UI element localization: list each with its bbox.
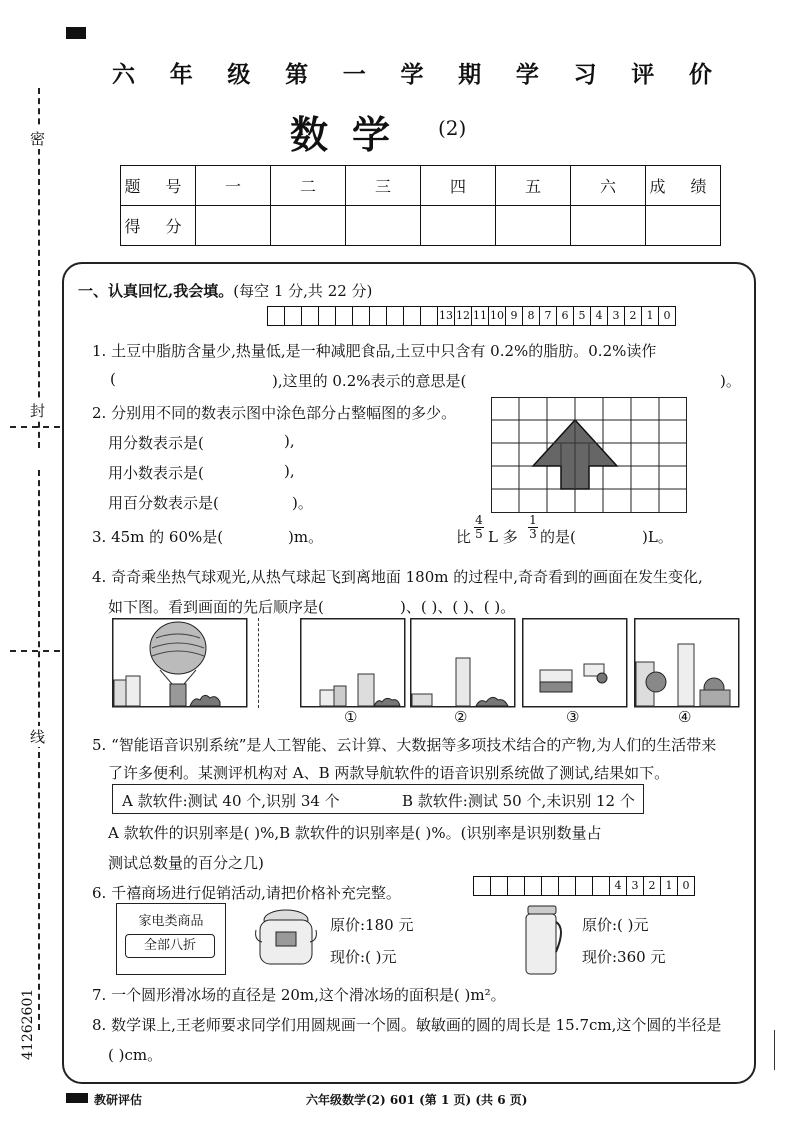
counter-cell [352,306,370,326]
q3b-fraction-1 [474,514,484,541]
view-picture-1 [300,618,406,708]
q4-line2: 如下图。看到画面的先后顺序是( [108,598,324,616]
q2-percent: 用百分数表示是( [108,494,219,512]
score-table [120,165,721,246]
picture-label-3: ③ [566,708,580,726]
q4-line2-rest: )、( )、( )、( )。 [400,598,516,616]
edge-line [774,1030,775,1070]
pressure-cooker-image [254,902,318,974]
q1-line1: 1. 土豆中脂肪含量少,热量低,是一种减肥食品,土豆中只含有 0.2%的脂肪。0.2%读作 [92,342,657,360]
soymilk-maker-image [518,902,566,978]
q4-line1: 4. 奇奇乘坐热气球观光,从热气球起飞到离地面 180m 的过程中,奇奇看到的画面在发生变化, [92,568,703,586]
binding-char-mi: 密 [30,130,46,148]
fraction-denominator: 3 [529,527,537,541]
q5-line2: 了许多便利。某测评机构对 A、B 两款导航软件的语音识别系统做了测试,结果如下。 [108,764,670,782]
counter-cell [490,876,508,896]
title-char: 年 [169,62,193,88]
counter-cell [369,306,387,326]
counter-cell: 6 [556,306,574,326]
q2-percent-end: )。 [292,494,313,512]
q3a: 3. 45m 的 60%是( [92,528,224,546]
counter-cell: 8 [522,306,540,326]
counter-cell: 0 [677,876,695,896]
counter-cell [267,306,285,326]
counter-cell [420,306,438,326]
title-char: 一 [342,62,366,88]
picture-label-1: ① [344,708,358,726]
score-cell: 得 分 [121,206,196,246]
counter-cell: 3 [626,876,644,896]
volume-label: (2) [438,116,467,140]
section-note: (每空 1 分,共 22 分) [233,282,373,300]
sale-subtitle: 全部八折 [125,934,215,958]
binding-dashed-line [38,470,40,1030]
picture-label-2: ② [454,708,468,726]
q1-line2-end: )。 [720,372,741,390]
fraction-denominator: 5 [475,527,483,541]
section-heading-text: 一、认真回忆,我会填。 [78,282,234,300]
score-cell: 六 [571,166,646,206]
progress-counter [474,876,695,896]
counter-cell [403,306,421,326]
score-input-cell[interactable] [571,206,646,246]
q1-blank-open: ( [110,370,116,388]
counter-cell: 2 [643,876,661,896]
title-char: 学 [400,62,424,88]
progress-counter [268,306,676,326]
counter-cell: 13 [437,306,455,326]
counter-cell [507,876,525,896]
title-char: 价 [688,62,712,88]
counter-cell: 5 [573,306,591,326]
score-cell: 二 [271,166,346,206]
q6-item1-original: 原价:180 元 [330,916,414,934]
title-char: 评 [631,62,655,88]
counter-cell: 4 [609,876,627,896]
title-char: 级 [227,62,251,88]
q6-item2-current: 现价:360 元 [582,948,666,966]
score-input-cell[interactable] [421,206,496,246]
fraction-numerator: 4 [475,513,483,527]
counter-cell [335,306,353,326]
view-picture-4 [634,618,740,708]
counter-cell [541,876,559,896]
sale-sign [116,903,226,975]
title-char: 六 [112,62,135,88]
counter-cell: 7 [539,306,557,326]
counter-cell [318,306,336,326]
score-input-cell[interactable] [646,206,721,246]
q8-line1: 8. 数学课上,王老师要求同学们用圆规画一个圆。敏敏画的圆的周长是 15.7cm,这个圆的半径是 [92,1016,722,1034]
title-char: 第 [285,62,309,88]
q5-box-a: A 款软件:测试 40 个,识别 34 个 [122,792,340,810]
title-char: 习 [573,62,597,88]
section-heading [78,280,372,301]
q2-decimal: 用小数表示是( [108,464,204,482]
counter-cell: 11 [471,306,489,326]
footer-left: 教研评估 [94,1093,143,1107]
score-table-score-row [121,206,721,246]
q5-line3: A 款软件的识别率是( )%,B 款软件的识别率是( )%。(识别率是识别数量占 [108,824,602,842]
q6-item1-current: 现价:( )元 [330,948,397,966]
exam-title [112,56,712,89]
q8-line2: ( )cm。 [108,1046,163,1064]
counter-cell: 3 [607,306,625,326]
title-char: 学 [515,62,539,88]
q3a-end: )m。 [288,528,324,546]
q1-line2: ),这里的 0.2%表示的意思是( [272,372,467,390]
score-cell: 成 绩 [646,166,721,206]
picture-divider [258,618,259,708]
binding-tick [10,650,60,652]
q5-box-b: B 款软件:测试 50 个,未识别 12 个 [402,792,635,810]
counter-cell: 9 [505,306,523,326]
binding-char-feng: 封 [30,402,46,420]
q3b-fraction-2 [528,514,538,541]
q6-item2-original: 原价:( )元 [582,916,649,934]
q5-line1: 5. “智能语音识别系统”是人工智能、云计算、大数据等多项技术结合的产物,为人们的生活带来 [92,736,717,754]
score-cell: 五 [496,166,571,206]
score-cell: 四 [421,166,496,206]
score-input-cell[interactable] [496,206,571,246]
counter-cell [524,876,542,896]
binding-tick [10,426,60,428]
q3b-mid: L 多 [488,528,518,546]
fraction-numerator: 1 [529,513,537,527]
title-char: 期 [458,62,482,88]
counter-cell: 2 [624,306,642,326]
view-picture-2 [410,618,516,708]
counter-cell: 4 [590,306,608,326]
picture-label-4: ④ [678,708,692,726]
serial-number: 41262601 [20,988,36,1060]
q2-fraction: 用分数表示是( [108,434,204,452]
q3b-end: )L。 [642,528,673,546]
footer-center: 六年级数学(2) 601 (第 1 页) (共 6 页) [306,1093,528,1107]
counter-cell [473,876,491,896]
counter-cell [575,876,593,896]
subject-title: 数学 [290,113,415,157]
q6-line1: 6. 千禧商场进行促销活动,请把价格补充完整。 [92,884,401,902]
q3b-post: 的是( [540,528,576,546]
q4-line2-blanks: 、( )、( )、( )。 [405,598,516,616]
counter-cell [386,306,404,326]
q3b-prefix: 比 [456,528,472,546]
score-input-cell[interactable] [196,206,271,246]
counter-cell [558,876,576,896]
score-table-header-row [121,166,721,206]
counter-cell [301,306,319,326]
counter-cell: 0 [658,306,676,326]
q2-decimal-end: ), [284,462,295,480]
grid-arrow-figure [491,397,687,513]
balloon-picture [112,618,248,708]
counter-cell: 12 [454,306,472,326]
q5-line4: 测试总数量的百分之几) [108,854,264,872]
counter-cell: 1 [660,876,678,896]
sale-title: 家电类商品 [138,914,204,929]
counter-cell [284,306,302,326]
q7: 7. 一个圆形滑冰场的直径是 20m,这个滑冰场的面积是( )m²。 [92,986,506,1004]
score-input-cell[interactable] [271,206,346,246]
score-input-cell[interactable] [346,206,421,246]
score-cell: 一 [196,166,271,206]
view-picture-3 [522,618,628,708]
counter-cell: 1 [641,306,659,326]
q2-fraction-end: ), [284,432,295,450]
counter-cell [592,876,610,896]
footer-mark [66,1093,88,1103]
binding-char-xian: 线 [30,728,46,746]
q2-line1: 2. 分别用不同的数表示图中涂色部分占整幅图的多少。 [92,404,457,422]
score-cell: 题 号 [121,166,196,206]
score-cell: 三 [346,166,421,206]
counter-cell: 10 [488,306,506,326]
corner-mark [66,27,86,39]
